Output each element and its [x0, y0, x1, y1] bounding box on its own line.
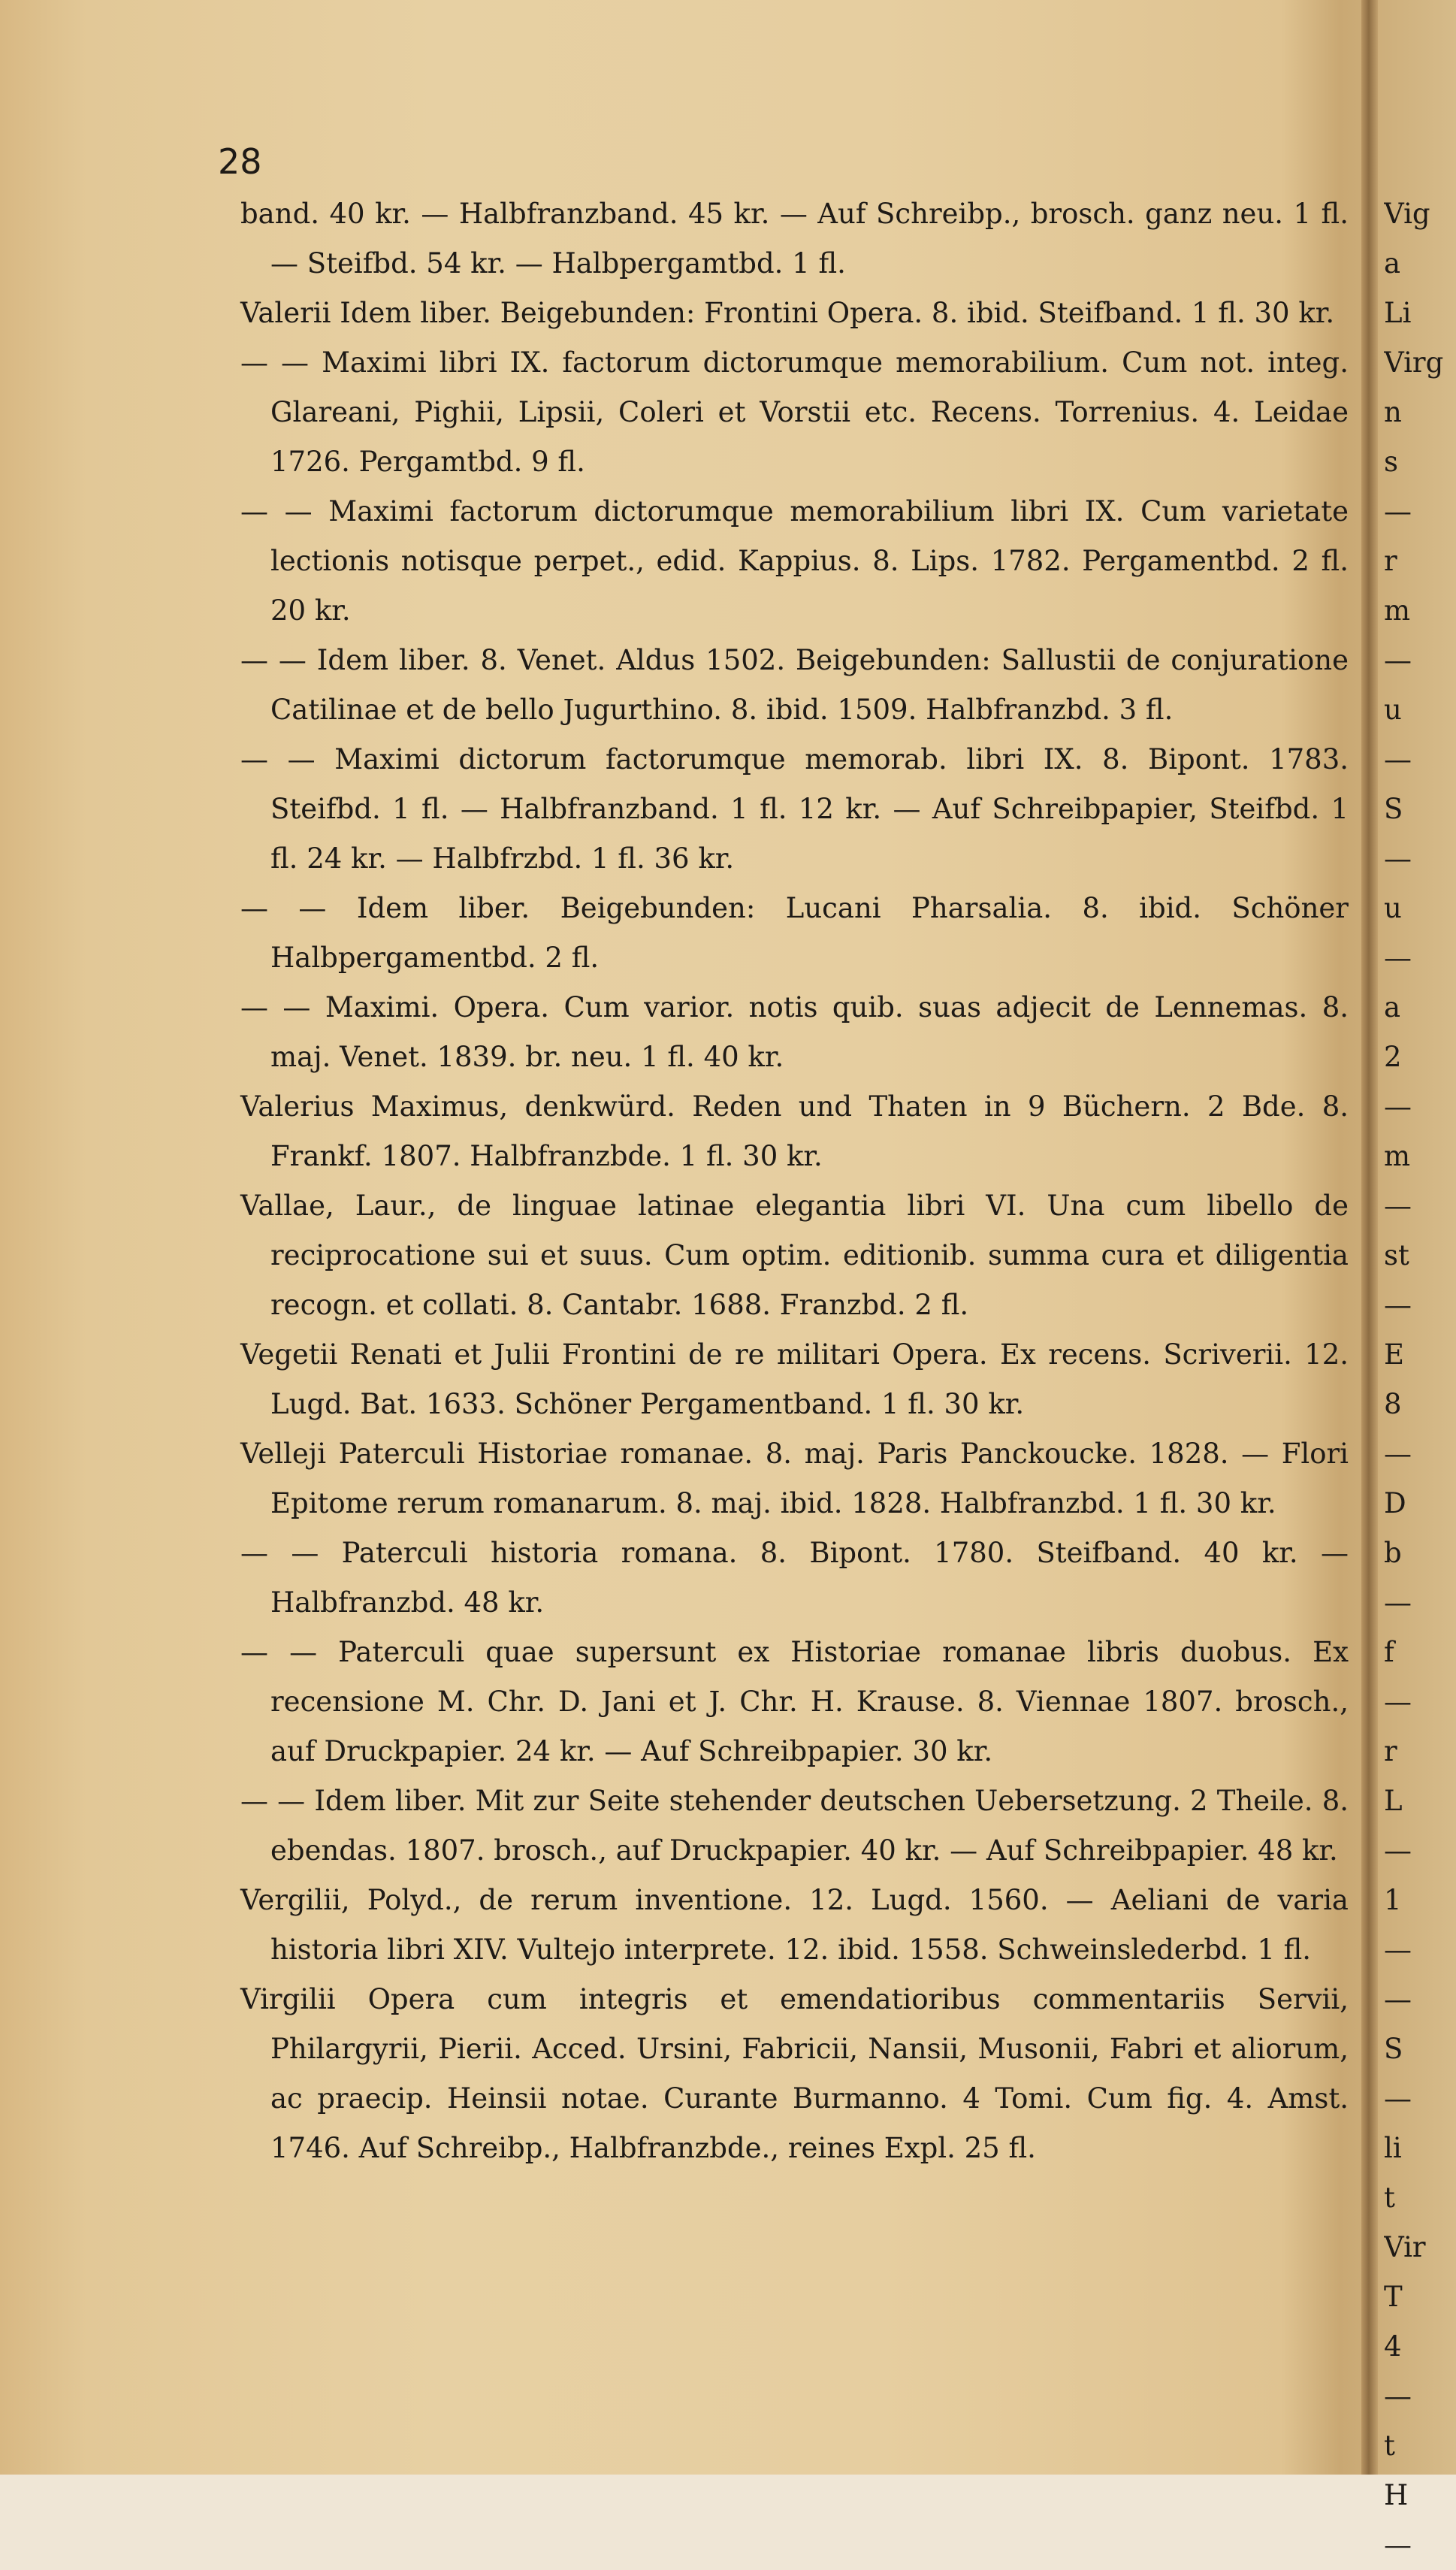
catalog-entry: — — Maximi dictorum factorumque memorab. libri IX. 8. Bipont. 1783. Steifbd. 1 fl. — Halbfranzband. 1 fl. 12 kr. — Auf Schreibpapier, Steifbd. 1 fl. 24 kr. — Halbfrzbd. 1 fl. 36 kr.	[240, 743, 1349, 875]
catalog-entry: band. 40 kr. — Halbfranzband. 45 kr. — Auf Schreibp., brosch. ganz neu. 1 fl. — Steifbd. 54 kr. — Halbpergamtbd. 1 fl.	[240, 198, 1349, 280]
book-gutter	[1361, 0, 1378, 2475]
facing-page-line: H	[1384, 2479, 1409, 2511]
facing-page-line: —	[1384, 1686, 1412, 1718]
facing-page-line: Li	[1384, 297, 1412, 329]
catalog-entry: Valerii Idem liber. Beigebunden: Frontini Opera. 8. ibid. Steifband. 1 fl. 30 kr.	[240, 297, 1335, 329]
facing-page-line: u	[1384, 892, 1402, 924]
facing-page-line: Vig	[1384, 198, 1430, 230]
facing-page-line: —	[1384, 1934, 1412, 1966]
facing-page-line: li	[1384, 2132, 1402, 2164]
facing-page-line: u	[1384, 694, 1402, 726]
facing-page-line: st	[1384, 1239, 1409, 1271]
catalog-entry: — — Paterculi historia romana. 8. Bipont. 1780. Steifband. 40 kr. — Halbfranzbd. 48 kr.	[240, 1537, 1349, 1619]
facing-page-line: Virg	[1384, 346, 1444, 379]
facing-page-line: L	[1384, 1785, 1403, 1817]
catalog-entry: Virgilii Opera cum integris et emendatioribus commentariis Servii, Philargyrii, Pierii. Acced. Ursini, Fabricii, Nansii, Musonii, Fabri et aliorum, ac praecip. Heinsii notae. Curante Burmanno. 4 Tomi. Cum fig. 4. Amst. 1746. Auf Schreibp., Halbfranzbde., reines Expl. 25 fl.	[240, 1983, 1349, 2164]
catalog-entry: — — Idem liber. 8. Venet. Aldus 1502. Beigebunden: Sallustii de conjuratione Catilinae et de bello Jugurthino. 8. ibid. 1509. Halbfranzbd. 3 fl.	[240, 644, 1349, 726]
catalog-entry: — — Idem liber. Mit zur Seite stehender deutschen Uebersetzung. 2 Theile. 8. ebendas. 1807. brosch., auf Druckpapier. 40 kr. — Auf Schreibpapier. 48 kr.	[240, 1785, 1349, 1867]
facing-page-line: r	[1384, 545, 1397, 577]
facing-page-line: —	[1384, 743, 1412, 776]
facing-page-line: 8	[1384, 1388, 1402, 1420]
catalog-entry: Velleji Paterculi Historiae romanae. 8. maj. Paris Panckoucke. 1828. — Flori Epitome rerum romanarum. 8. maj. ibid. 1828. Halbfranzbd. 1 fl. 30 kr.	[240, 1438, 1349, 1519]
catalog-entry: — — Maximi. Opera. Cum varior. notis quib. suas adjecit de Lennemas. 8. maj. Venet. 1839. br. neu. 1 fl. 40 kr.	[240, 991, 1349, 1073]
catalog-entry: — — Paterculi quae supersunt ex Historiae romanae libris duobus. Ex recensione M. Chr. D. Jani et J. Chr. H. Krause. 8. Viennae 1807. brosch., auf Druckpapier. 24 kr. — Auf Schreibpapier. 30 kr.	[240, 1636, 1349, 1767]
facing-page-line: a	[1384, 247, 1401, 280]
facing-page-line: —	[1384, 2380, 1412, 2412]
facing-page-line: 4	[1384, 2330, 1402, 2363]
facing-page-line: —	[1384, 2529, 1412, 2561]
catalog-entry: — — Maximi libri IX. factorum dictorumque memorabilium. Cum not. integ. Glareani, Pighii, Lipsii, Coleri et Vorstii etc. Recens. Torrenius. 4. Leidae 1726. Pergamtbd. 9 fl.	[240, 346, 1349, 478]
facing-page-line: r	[1384, 1735, 1397, 1767]
facing-page-line: —	[1384, 495, 1412, 528]
facing-page-line: —	[1384, 1090, 1412, 1123]
facing-page-line: t	[1384, 2429, 1395, 2462]
facing-page-line: —	[1384, 1190, 1412, 1222]
facing-page-line: S	[1384, 2033, 1403, 2065]
facing-page-line: —	[1384, 1438, 1412, 1470]
facing-page-line: 1	[1384, 1884, 1402, 1916]
facing-page-line: —	[1384, 2082, 1412, 2115]
catalog-entry: — — Maximi factorum dictorumque memorabilium libri IX. Cum varietate lectionis notisque perpet., edid. Kappius. 8. Lips. 1782. Pergamentbd. 2 fl. 20 kr.	[240, 495, 1349, 627]
facing-page-line: —	[1384, 1983, 1412, 2015]
facing-page-line: s	[1384, 446, 1398, 478]
facing-page-line: —	[1384, 644, 1412, 676]
facing-page-line: m	[1384, 1140, 1411, 1172]
catalog-column	[240, 189, 1349, 2173]
facing-page-fragment	[1384, 189, 1456, 2570]
facing-page-line: n	[1384, 396, 1402, 428]
facing-page-line: Vir	[1384, 2231, 1426, 2263]
facing-page-line: D	[1384, 1487, 1406, 1519]
facing-page-line: —	[1384, 942, 1412, 974]
facing-page-line: —	[1384, 1289, 1412, 1321]
facing-page-line: t	[1384, 2181, 1395, 2214]
page-number: 28	[218, 141, 262, 182]
facing-page-line: 2	[1384, 1041, 1402, 1073]
catalog-entry: — — Idem liber. Beigebunden: Lucani Pharsalia. 8. ibid. Schöner Halbpergamentbd. 2 fl.	[240, 892, 1349, 974]
facing-page-line: —	[1384, 842, 1412, 875]
facing-page-line: a	[1384, 991, 1401, 1023]
facing-page-line: —	[1384, 1586, 1412, 1619]
facing-page-line: —	[1384, 1834, 1412, 1867]
facing-page-line: E	[1384, 1338, 1405, 1371]
catalog-entry: Vergilii, Polyd., de rerum inventione. 12. Lugd. 1560. — Aeliani de varia historia libri XIV. Vultejo interprete. 12. ibid. 1558. Schweinslederbd. 1 fl.	[240, 1884, 1349, 1966]
facing-page-line: f	[1384, 1636, 1394, 1668]
facing-page-line: T	[1384, 2281, 1403, 2313]
facing-page-line: b	[1384, 1537, 1402, 1569]
facing-page-line: S	[1384, 793, 1403, 825]
catalog-entry: Vegetii Renati et Julii Frontini de re militari Opera. Ex recens. Scriverii. 12. Lugd. Bat. 1633. Schöner Pergamentband. 1 fl. 30 kr.	[240, 1338, 1349, 1420]
facing-page-line: m	[1384, 594, 1411, 627]
catalog-entry: Valerius Maximus, denkwürd. Reden und Thaten in 9 Büchern. 2 Bde. 8. Frankf. 1807. Halbfranzbde. 1 fl. 30 kr.	[240, 1090, 1349, 1172]
catalog-entry: Vallae, Laur., de linguae latinae elegantia libri VI. Una cum libello de reciprocatione sui et suus. Cum optim. editionib. summa cura et diligentia recogn. et collati. 8. Cantabr. 1688. Franzbd. 2 fl.	[240, 1190, 1349, 1321]
